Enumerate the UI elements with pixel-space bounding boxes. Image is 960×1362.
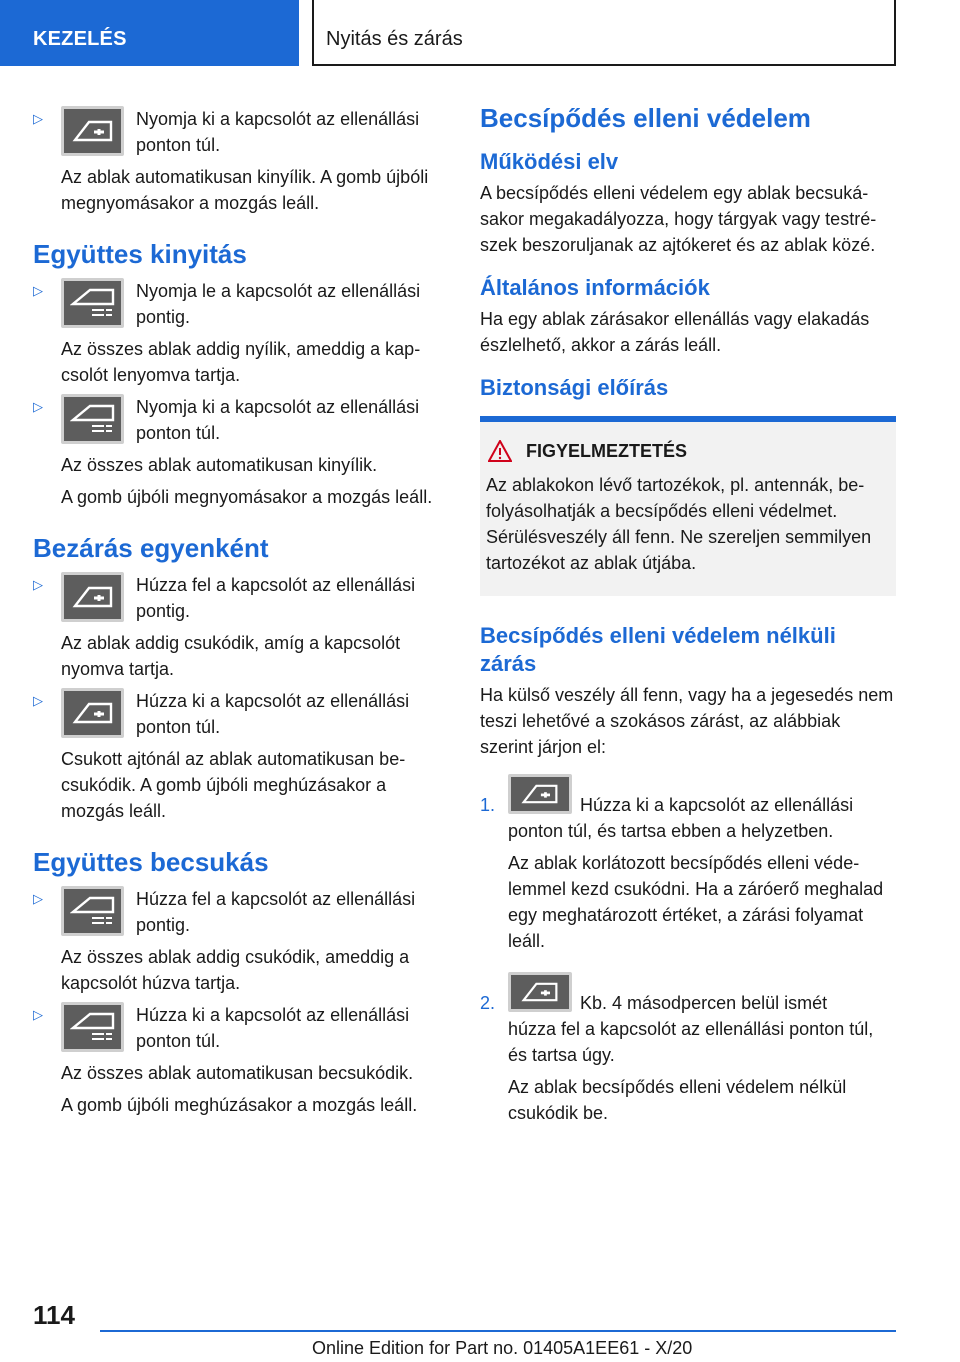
paragraph: Ha egy ablak zárásakor ellenállás vagy elakadás észlelhető, akkor a zárás leáll. — [480, 309, 870, 355]
warning-triangle-icon — [488, 440, 512, 462]
step-instruction: Nyomja ki a kapcsolót az ellenállási ponton túl. — [136, 397, 420, 443]
single-window-switch-icon — [61, 688, 124, 738]
step-result: Csukott ajtónál az ablak automatikusan becsukódik. A gomb újbóli meghúzásakor a mozgás leáll. — [61, 749, 406, 821]
step-instruction: Húzza fel a kapcsolót az ellenállási pontig. — [136, 575, 416, 621]
section-heading: Bezárás egyenként — [33, 533, 269, 563]
step-instruction: Húzza ki a kapcsolót az ellenállási ponton túl. — [136, 691, 410, 737]
warning-heading — [486, 438, 890, 464]
single-window-switch-icon — [61, 572, 124, 622]
warning-title: FIGYELMEZTETÉS — [526, 441, 688, 461]
step-result: A gomb újbóli megnyomásakor a mozgás leáll. — [61, 487, 433, 507]
step-result: Az ablak korlátozott becsípődés elleni védelemmel kezd csukódni. Ha a záróerő meghalad egy meghatározott értéket, a zárási folyamat leáll. — [508, 853, 884, 951]
all-windows-switch-icon — [61, 886, 124, 936]
step-item — [33, 688, 453, 824]
right-column — [480, 100, 896, 1126]
step-instruction: Kb. 4 másodpercen belül ismét — [580, 993, 828, 1013]
subsection-heading: Biztonsági előírás — [480, 375, 669, 400]
numbered-step — [480, 972, 896, 1126]
step-item — [33, 278, 453, 388]
page-title: Nyitás és zárás — [326, 28, 463, 50]
section-tab: KEZELÉS — [0, 0, 299, 66]
page-header — [0, 0, 960, 66]
step-instruction-cont: húzza fel a kapcsolót az ellenállási ponton túl, és tartsa úgy. — [508, 1019, 874, 1065]
step-item — [33, 394, 453, 510]
edition-text: Online Edition for Part no. 01405A1EE61 - X/20 — [312, 1338, 693, 1358]
step-instruction: Nyomja ki a kapcsolót az ellenállási ponton túl. — [136, 109, 420, 155]
triangle-right-icon: ▷ — [33, 693, 43, 708]
step-result: Az összes ablak automatikusan kinyílik. — [61, 455, 378, 475]
triangle-right-icon: ▷ — [33, 1007, 43, 1022]
step-item — [33, 106, 453, 216]
section-heading: Együttes kinyitás — [33, 239, 247, 269]
single-window-switch-icon — [508, 972, 572, 1012]
subsection-heading: Becsípődés elleni védelem nélküli zárás — [480, 623, 836, 676]
step-item — [33, 1002, 453, 1118]
footer-rule — [100, 1330, 896, 1332]
triangle-right-icon: ▷ — [33, 283, 43, 298]
step-item — [33, 886, 453, 996]
subsection-heading: Általános információk — [480, 275, 710, 300]
step-number: 2. — [480, 993, 496, 1013]
step-result: A gomb újbóli meghúzásakor a mozgás leáll. — [61, 1095, 418, 1115]
step-instruction: Húzza ki a kapcsolót az ellenállási ponton túl. — [136, 1005, 410, 1051]
triangle-right-icon: ▷ — [33, 577, 43, 592]
section-heading: Becsípődés elleni védelem — [480, 103, 811, 133]
all-windows-switch-icon — [61, 278, 124, 328]
step-result: Az összes ablak automatikusan becsukódik. — [61, 1063, 414, 1083]
warning-text: Az ablakokon lévő tartozékok, pl. antennák, befolyásolhatják a becsípődés elleni védelmet. Sérülésveszély áll fenn. Ne szereljen semmilyen tartozékot az ablak útjába. — [486, 475, 872, 573]
triangle-right-icon: ▷ — [33, 891, 43, 906]
triangle-right-icon: ▷ — [33, 111, 43, 126]
step-instruction: Húzza fel a kapcsolót az ellenállási pontig. — [136, 889, 416, 935]
step-result: Az ablak addig csukódik, amíg a kapcsolót nyomva tartja. — [61, 633, 401, 679]
step-number: 1. — [480, 795, 496, 815]
step-result: Az összes ablak addig nyílik, ameddig a kapcsolót lenyomva tartja. — [61, 339, 421, 385]
step-instruction: Nyomja le a kapcsolót az ellenállási pontig. — [136, 281, 421, 327]
step-result: Az összes ablak addig csukódik, ameddig a kapcsolót húzva tartja. — [61, 947, 410, 993]
step-result: Az ablak becsípődés elleni védelem nélkül csukódik be. — [508, 1077, 847, 1123]
step-item — [33, 572, 453, 682]
page-number: 114 — [33, 1300, 75, 1330]
all-windows-switch-icon — [61, 394, 124, 444]
warning-box — [480, 422, 896, 596]
paragraph: A becsípődés elleni védelem egy ablak becsukásakor megakadályozza, hogy tárgyak vagy testrészek beszoruljanak az ajtókeret és az ablak közé. — [480, 183, 877, 255]
subsection-heading: Működési elv — [480, 149, 619, 174]
paragraph: Ha külső veszély áll fenn, vagy ha a jegesedés nem teszi lehetővé a szokásos zárást, az alábbiak szerint járjon el: — [480, 685, 894, 757]
triangle-right-icon: ▷ — [33, 399, 43, 414]
step-instruction-cont: ponton túl, és tartsa ebben a helyzetben. — [508, 821, 834, 841]
numbered-step — [480, 774, 896, 954]
left-column — [33, 100, 453, 1118]
single-window-switch-icon — [61, 106, 124, 156]
step-instruction: Húzza ki a kapcsolót az ellenállási — [580, 795, 854, 815]
section-heading: Együttes becsukás — [33, 847, 269, 877]
all-windows-switch-icon — [61, 1002, 124, 1052]
step-result: Az ablak automatikusan kinyílik. A gomb újbóli megnyomásakor a mozgás leáll. — [61, 167, 429, 213]
single-window-switch-icon — [508, 774, 572, 814]
